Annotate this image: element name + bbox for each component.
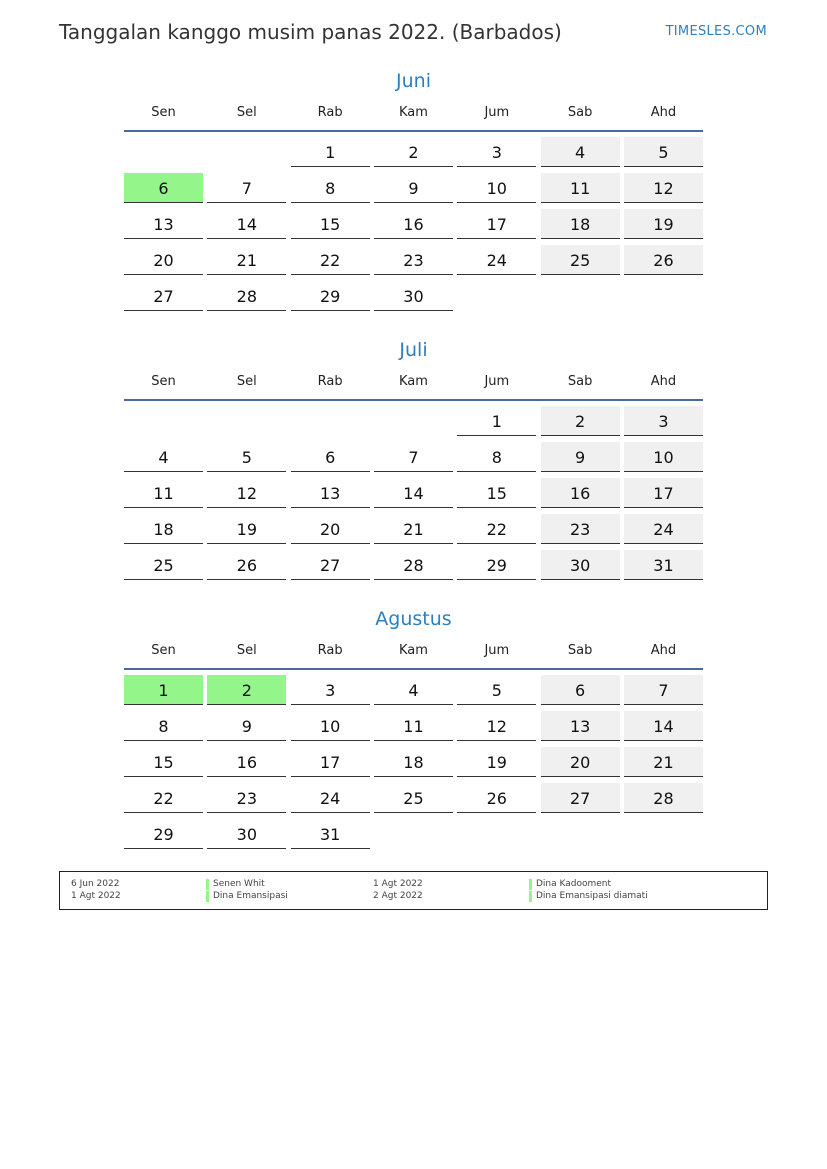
- empty-day-cell: [457, 281, 536, 311]
- day-cell: 11: [374, 711, 453, 741]
- day-cell: 2: [541, 406, 620, 436]
- day-cell: 14: [207, 209, 286, 239]
- legend-date: 1 Agt 2022: [373, 879, 423, 889]
- day-cell: 20: [541, 747, 620, 777]
- day-cell: 5: [624, 137, 703, 167]
- empty-day-cell: [624, 281, 703, 311]
- day-cell: 22: [457, 514, 536, 544]
- day-cell: 31: [291, 819, 370, 849]
- day-cell: 18: [374, 747, 453, 777]
- day-cell: 11: [124, 478, 203, 508]
- day-cell: 17: [291, 747, 370, 777]
- day-cell: 14: [374, 478, 453, 508]
- day-cell: 6: [291, 442, 370, 472]
- empty-day-cell: [541, 819, 620, 849]
- empty-day-cell: [374, 819, 453, 849]
- week-row: [124, 550, 703, 586]
- weekday-header: [124, 371, 703, 401]
- weekday-label: Kam: [399, 105, 428, 120]
- day-cell: 12: [457, 711, 536, 741]
- day-cell: 18: [124, 514, 203, 544]
- day-cell: 24: [291, 783, 370, 813]
- day-cell: 17: [624, 478, 703, 508]
- day-cell: 22: [124, 783, 203, 813]
- day-cell: 5: [457, 675, 536, 705]
- empty-day-cell: [207, 137, 286, 167]
- weekday-label: Kam: [399, 643, 428, 658]
- month-name: Juni: [396, 70, 431, 92]
- day-cell: 13: [541, 711, 620, 741]
- day-cell: 16: [541, 478, 620, 508]
- week-row: [124, 675, 703, 711]
- day-cell: 18: [541, 209, 620, 239]
- day-cell: 6: [124, 173, 203, 203]
- day-cell: 16: [207, 747, 286, 777]
- day-cell: 19: [457, 747, 536, 777]
- weekday-label: Sel: [236, 105, 257, 120]
- weekday-label: Ahd: [650, 105, 677, 120]
- day-cell: 7: [374, 442, 453, 472]
- day-cell: 10: [457, 173, 536, 203]
- day-cell: 29: [457, 550, 536, 580]
- month-juni: [124, 66, 703, 317]
- day-cell: 7: [624, 675, 703, 705]
- day-cell: 6: [541, 675, 620, 705]
- day-cell: 10: [624, 442, 703, 472]
- legend-holiday-name: Dina Emansipasi diamati: [529, 891, 648, 902]
- day-cell: 25: [541, 245, 620, 275]
- day-cell: 24: [457, 245, 536, 275]
- weekday-label: Sen: [151, 374, 176, 389]
- week-row: [124, 281, 703, 317]
- day-cell: 8: [457, 442, 536, 472]
- day-cell: 2: [374, 137, 453, 167]
- site-link[interactable]: TIMESLES.COM: [665, 24, 767, 39]
- empty-day-cell: [541, 281, 620, 311]
- weekday-label: Rab: [317, 643, 343, 658]
- day-cell: 3: [291, 675, 370, 705]
- day-cell: 8: [291, 173, 370, 203]
- weekday-label: Ahd: [650, 374, 677, 389]
- week-row: [124, 783, 703, 819]
- day-cell: 12: [207, 478, 286, 508]
- day-cell: 9: [207, 711, 286, 741]
- empty-day-cell: [374, 406, 453, 436]
- day-cell: 1: [457, 406, 536, 436]
- week-row: [124, 137, 703, 173]
- day-cell: 28: [624, 783, 703, 813]
- legend-date: 2 Agt 2022: [373, 891, 423, 901]
- day-cell: 30: [374, 281, 453, 311]
- day-cell: 23: [374, 245, 453, 275]
- weekday-label: Jum: [484, 374, 510, 389]
- day-cell: 9: [541, 442, 620, 472]
- weekday-label: Rab: [317, 374, 343, 389]
- week-row: [124, 442, 703, 478]
- day-cell: 15: [457, 478, 536, 508]
- day-cell: 22: [291, 245, 370, 275]
- day-cell: 27: [124, 281, 203, 311]
- day-cell: 14: [624, 711, 703, 741]
- legend-date: 1 Agt 2022: [71, 891, 121, 901]
- legend-date: 6 Jun 2022: [71, 879, 120, 889]
- day-cell: 13: [291, 478, 370, 508]
- day-cell: 2: [207, 675, 286, 705]
- week-row: [124, 514, 703, 550]
- weekday-label: Sel: [236, 374, 257, 389]
- week-row: [124, 245, 703, 281]
- empty-day-cell: [207, 406, 286, 436]
- day-cell: 25: [124, 550, 203, 580]
- week-row: [124, 173, 703, 209]
- day-cell: 19: [207, 514, 286, 544]
- weekday-label: Sab: [567, 374, 593, 389]
- day-cell: 8: [124, 711, 203, 741]
- day-cell: 3: [457, 137, 536, 167]
- day-cell: 4: [374, 675, 453, 705]
- day-cell: 27: [291, 550, 370, 580]
- legend-holiday-name: Dina Emansipasi: [206, 891, 288, 902]
- empty-day-cell: [624, 819, 703, 849]
- day-cell: 27: [541, 783, 620, 813]
- day-cell: 13: [124, 209, 203, 239]
- page-title: Tanggalan kanggo musim panas 2022. (Barbados): [59, 20, 562, 44]
- month-name: Juli: [399, 339, 428, 361]
- empty-day-cell: [291, 406, 370, 436]
- weekday-label: Sab: [567, 643, 593, 658]
- weekday-label: Jum: [484, 105, 510, 120]
- weekday-label: Sen: [151, 105, 176, 120]
- day-cell: 26: [624, 245, 703, 275]
- day-cell: 12: [624, 173, 703, 203]
- week-row: [124, 747, 703, 783]
- day-cell: 25: [374, 783, 453, 813]
- day-cell: 21: [374, 514, 453, 544]
- day-cell: 4: [124, 442, 203, 472]
- month-juli: [124, 335, 703, 586]
- day-cell: 5: [207, 442, 286, 472]
- legend-holiday-name: Senen Whit: [206, 879, 265, 890]
- day-cell: 31: [624, 550, 703, 580]
- day-cell: 7: [207, 173, 286, 203]
- weekday-header: [124, 102, 703, 132]
- empty-day-cell: [124, 406, 203, 436]
- weekday-label: Sab: [567, 105, 593, 120]
- day-cell: 10: [291, 711, 370, 741]
- legend-holiday-name: Dina Kadooment: [529, 879, 611, 890]
- day-cell: 26: [457, 783, 536, 813]
- week-row: [124, 478, 703, 514]
- day-cell: 11: [541, 173, 620, 203]
- day-cell: 20: [124, 245, 203, 275]
- day-cell: 4: [541, 137, 620, 167]
- weekday-label: Ahd: [650, 643, 677, 658]
- day-cell: 1: [124, 675, 203, 705]
- day-cell: 19: [624, 209, 703, 239]
- month-name: Agustus: [375, 608, 452, 630]
- holiday-legend: [59, 871, 768, 910]
- day-cell: 9: [374, 173, 453, 203]
- weekday-label: Sel: [236, 643, 257, 658]
- day-cell: 16: [374, 209, 453, 239]
- day-cell: 23: [207, 783, 286, 813]
- weekday-label: Kam: [399, 374, 428, 389]
- day-cell: 21: [207, 245, 286, 275]
- empty-day-cell: [124, 137, 203, 167]
- empty-day-cell: [457, 819, 536, 849]
- day-cell: 24: [624, 514, 703, 544]
- day-cell: 29: [124, 819, 203, 849]
- weekday-label: Rab: [317, 105, 343, 120]
- week-row: [124, 406, 703, 442]
- day-cell: 20: [291, 514, 370, 544]
- weekday-header: [124, 640, 703, 670]
- day-cell: 29: [291, 281, 370, 311]
- weekday-label: Jum: [484, 643, 510, 658]
- weekday-label: Sen: [151, 643, 176, 658]
- day-cell: 15: [124, 747, 203, 777]
- week-row: [124, 209, 703, 245]
- day-cell: 17: [457, 209, 536, 239]
- week-row: [124, 819, 703, 855]
- day-cell: 1: [291, 137, 370, 167]
- day-cell: 3: [624, 406, 703, 436]
- day-cell: 21: [624, 747, 703, 777]
- day-cell: 15: [291, 209, 370, 239]
- day-cell: 23: [541, 514, 620, 544]
- day-cell: 30: [541, 550, 620, 580]
- day-cell: 26: [207, 550, 286, 580]
- week-row: [124, 711, 703, 747]
- day-cell: 28: [207, 281, 286, 311]
- day-cell: 28: [374, 550, 453, 580]
- day-cell: 30: [207, 819, 286, 849]
- month-agustus: [124, 604, 703, 855]
